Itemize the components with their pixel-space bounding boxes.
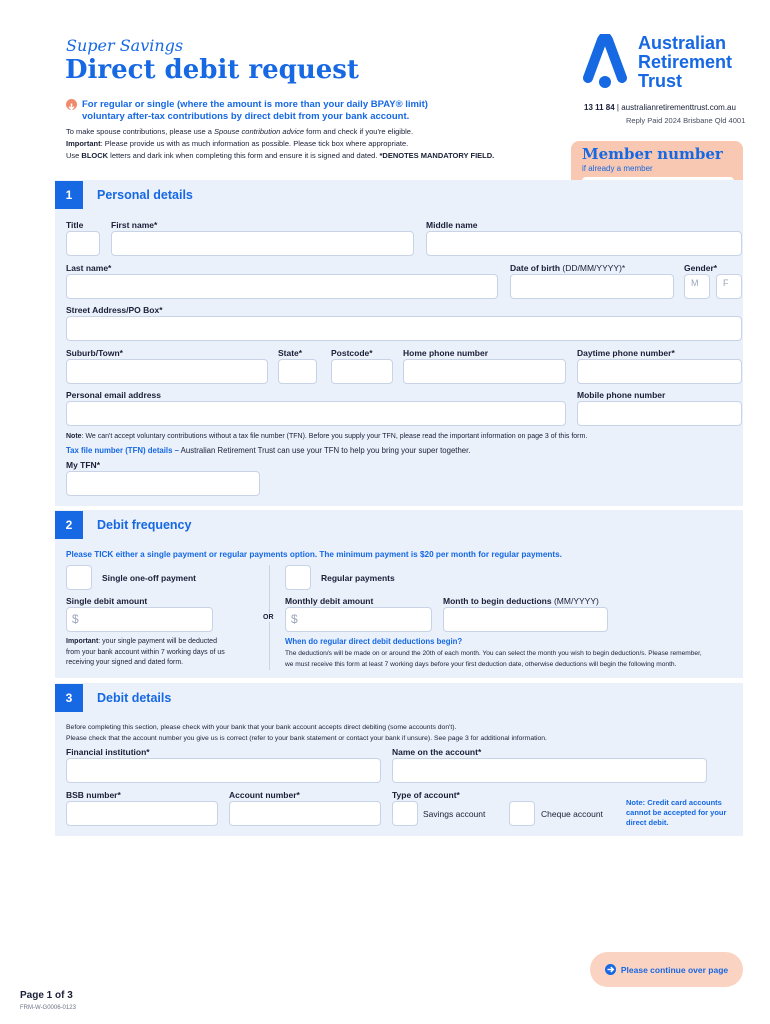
form-title: Direct debit request (65, 55, 359, 85)
last-name-label: Last name* (66, 263, 112, 273)
daytime-phone-field[interactable] (577, 359, 742, 384)
page-number: Page 1 of 3 (20, 990, 73, 1001)
month-begin-field[interactable] (443, 607, 608, 632)
section-3-title: Debit details (97, 691, 172, 705)
postcode-field[interactable] (331, 359, 393, 384)
single-important-note: Important: your single payment will be deducted from your bank account within 7 working days of us receiving your signed and dated form. (66, 638, 225, 666)
arrow-right-icon (605, 964, 616, 975)
tfn-details: Tax file number (TFN) details – Australian Retirement Trust can use your TFN to help you bring your super together. (66, 446, 471, 455)
month-begin-label: Month to begin deductions (MM/YYYY) (443, 596, 599, 606)
home-phone-label: Home phone number (403, 348, 489, 358)
savings-account-label: Savings account (423, 809, 486, 819)
continue-label: Please continue over page (620, 964, 729, 975)
down-arrow-icon (66, 99, 77, 110)
monthly-amount-label: Monthly debit amount (285, 596, 374, 606)
debit-intro: Before completing this section, please check with your bank that your bank account accepts direct debiting (some accounts don't). Please check that the account number you give us is correct (refer to your bank statement or contact your bank if unsure). See page 3 for additional information. (66, 724, 547, 742)
section-1-panel (55, 180, 743, 506)
member-number-sub: if already a member (582, 164, 653, 173)
first-name-field[interactable] (111, 231, 414, 256)
important-note: Important: Please provide us with as much information as possible. Please tick box where appropriate. (66, 139, 409, 148)
gender-f-checkbox[interactable]: F (716, 274, 742, 299)
gender-m-checkbox[interactable]: M (684, 274, 710, 299)
tfn-field[interactable] (66, 471, 260, 496)
dob-label: Date of birth (DD/MM/YYYY)* (510, 263, 626, 273)
cheque-account-label: Cheque account (541, 809, 603, 819)
state-label: State* (278, 348, 303, 358)
suburb-field[interactable] (66, 359, 268, 384)
member-number-title: Member number (582, 145, 723, 163)
section-2-number: 2 (55, 511, 83, 539)
regular-payment-label: Regular payments (321, 573, 395, 583)
art-logo-icon (580, 34, 630, 90)
section-3-number: 3 (55, 684, 83, 712)
gender-label: Gender* (684, 263, 718, 273)
when-deductions-question: When do regular direct debit deductions begin? (285, 637, 463, 646)
logo-wordmark: Australian Retirement Trust (638, 33, 733, 91)
cheque-account-checkbox[interactable] (509, 801, 535, 826)
single-payment-label: Single one-off payment (102, 573, 196, 583)
mobile-field[interactable] (577, 401, 742, 426)
continue-over-page-button[interactable] (590, 952, 743, 987)
title-field[interactable] (66, 231, 100, 256)
section-1-number: 1 (55, 181, 83, 209)
street-field[interactable] (66, 316, 742, 341)
intro-line-1: For regular or single (where the amount is more than your daily BPAY® limit) (82, 99, 428, 110)
mobile-label: Mobile phone number (577, 390, 666, 400)
single-payment-checkbox[interactable] (66, 565, 92, 590)
block-letters-note: Use BLOCK letters and dark ink when completing this form and ensure it is signed and dated. *DENOTES MANDATORY FIELD. (66, 151, 495, 160)
regular-payment-checkbox[interactable] (285, 565, 311, 590)
suburb-label: Suburb/Town* (66, 348, 123, 358)
financial-institution-field[interactable] (66, 758, 381, 783)
daytime-phone-label: Daytime phone number* (577, 348, 675, 358)
single-amount-field[interactable]: $ (66, 607, 213, 632)
dob-field[interactable] (510, 274, 674, 299)
email-field[interactable] (66, 401, 566, 426)
account-number-field[interactable] (229, 801, 381, 826)
section-1-title: Personal details (97, 188, 193, 202)
monthly-amount-field[interactable]: $ (285, 607, 432, 632)
or-label: OR (263, 614, 274, 621)
my-tfn-label: My TFN* (66, 460, 100, 470)
tfn-note: Note: We can't accept voluntary contributions without a tax file number (TFN). Before you supply your TFN, please read the important information on page 3 of this form. (66, 433, 588, 440)
account-name-label: Name on the account* (392, 747, 482, 757)
intro-line-2: voluntary after-tax contributions by direct debit from your bank account. (82, 111, 410, 122)
financial-institution-label: Financial institution* (66, 747, 150, 757)
form-code: FRM-W-G0006-0123 (20, 1005, 76, 1011)
last-name-field[interactable] (66, 274, 498, 299)
postcode-label: Postcode* (331, 348, 373, 358)
home-phone-field[interactable] (403, 359, 566, 384)
savings-account-checkbox[interactable] (392, 801, 418, 826)
form-subtitle: Super Savings (66, 36, 184, 55)
middle-name-label: Middle name (426, 220, 478, 230)
bsb-field[interactable] (66, 801, 218, 826)
middle-name-field[interactable] (426, 231, 742, 256)
spouse-note: To make spouse contributions, please use a Spouse contribution advice form and check if you're eligible. (66, 127, 414, 136)
contact-line: 13 11 84 | australianretirementtrust.com.au (584, 103, 736, 112)
account-number-label: Account number* (229, 790, 300, 800)
single-amount-label: Single debit amount (66, 596, 148, 606)
reply-paid: Reply Paid 2024 Brisbane Qld 4001 (626, 116, 746, 125)
bsb-label: BSB number* (66, 790, 121, 800)
account-type-label: Type of account* (392, 790, 460, 800)
account-name-field[interactable] (392, 758, 707, 783)
email-label: Personal email address (66, 390, 161, 400)
when-deductions-answer: The deduction/s will be made on or around the 20th of each month. You can select the month you wish to begin deduction/s. Please remember, we must receive this form at least 7 working days before your first deduction date, otherwise deductions will begin the following month. (285, 650, 702, 668)
street-label: Street Address/PO Box* (66, 305, 163, 315)
credit-card-note: Note: Credit card accounts cannot be accepted for your direct debit. (626, 798, 727, 827)
tick-instruction: Please TICK either a single payment or regular payments option. The minimum payment is $20 per month for regular payments. (66, 550, 562, 559)
state-field[interactable] (278, 359, 317, 384)
title-label: Title (66, 220, 84, 230)
first-name-label: First name* (111, 220, 158, 230)
section-2-title: Debit frequency (97, 518, 192, 532)
